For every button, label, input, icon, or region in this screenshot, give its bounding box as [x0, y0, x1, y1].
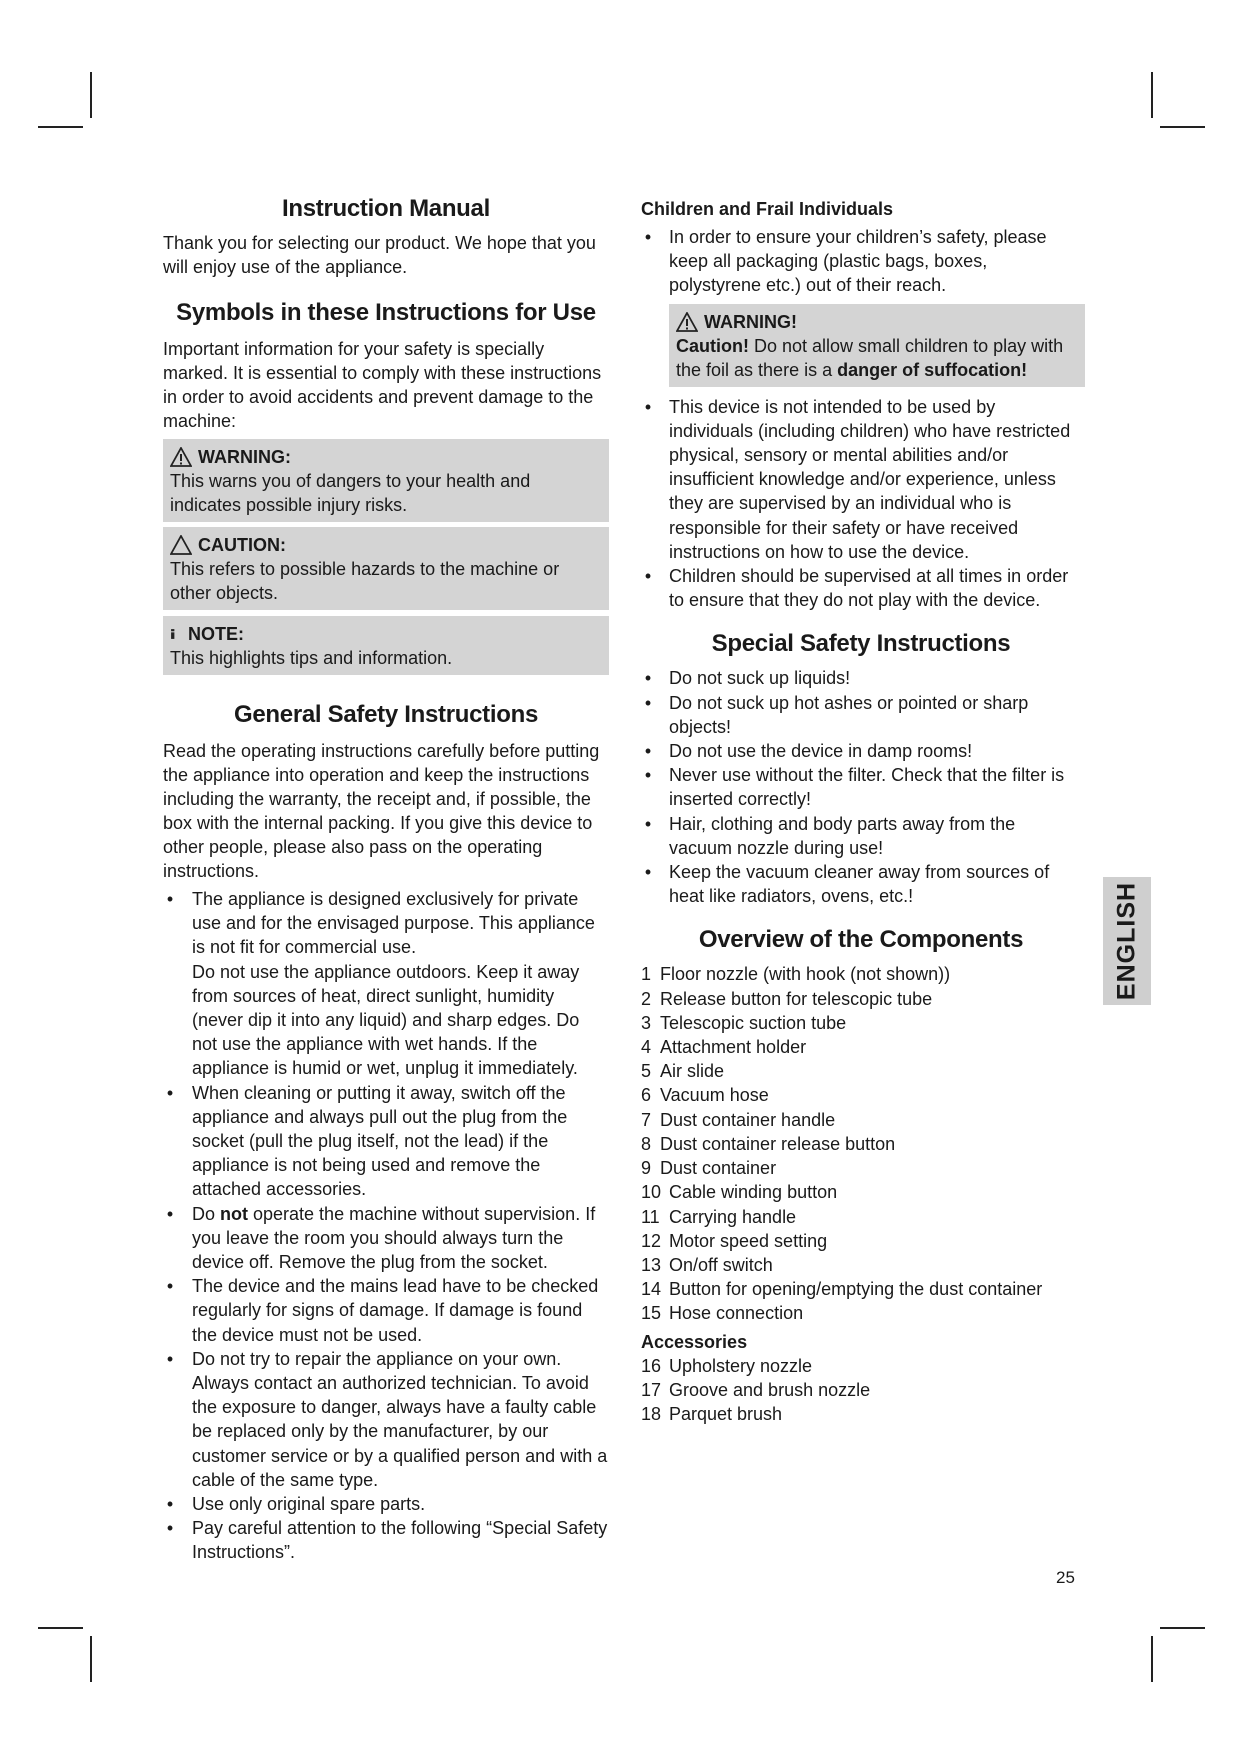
symbols-intro: Important information for your safety is specially marked. It is essential to comply with these instructions in order to avoid accidents and prevent damage to the machine:: [163, 339, 602, 431]
children-title: Children and Frail Individuals: [641, 199, 894, 219]
list-item: 16 Upholstery nozzle: [641, 1355, 813, 1376]
suffocation-warning-box: [669, 304, 1085, 387]
crop-mark: [90, 72, 92, 118]
special-bullets: [641, 666, 1081, 908]
list-item: • Use only original spare parts.: [166, 1494, 426, 1515]
crop-mark: [1160, 1627, 1205, 1629]
left-column: [163, 195, 609, 1565]
overview-title: Overview of the Components: [698, 926, 1024, 954]
general-intro: Read the operating instructions carefully before putting the appliance into operation and keep the instructions including the warranty, the receipt and, if possible, the box with the internal packing. If you give this device to other people, please also pass on the operating instructions.: [163, 741, 600, 881]
components-list: [641, 962, 1081, 1325]
list-item: • Pay careful attention to the following “Special Safety Instructions”.: [166, 1518, 608, 1563]
note-title: NOTE:: [188, 624, 244, 644]
list-item: 2 Release button for telescopic tube: [641, 988, 933, 1009]
caution-title: CAUTION:: [198, 535, 286, 555]
general-title: General Safety Instructions: [234, 701, 538, 728]
list-item: 7 Dust container handle: [641, 1109, 836, 1130]
list-item: • Do not use the device in damp rooms!: [644, 741, 973, 762]
list-item: 11 Carrying handle: [641, 1206, 797, 1227]
special-title: Special Safety Instructions: [711, 630, 1011, 658]
page-number: 25: [1056, 1568, 1075, 1587]
children-bullets: [641, 225, 1081, 298]
caution-box: [163, 527, 609, 610]
list-item: 9 Dust container: [641, 1158, 777, 1179]
list-item: 18 Parquet brush: [641, 1403, 783, 1424]
info-icon: [170, 624, 182, 644]
list-item: • The appliance is designed exclusively for private use and for the envisaged purpose. This appliance is not fit for commercial use. Do not use the appliance outdoors. Keep it away from sources of heat, direct sunlight, humidity (never dip it into any liquid) and sharp edges. Do not use the appliance with wet hands. If the appliance is humid or wet, unplug it immediately.: [166, 889, 595, 1079]
list-item: • Do not suck up hot ashes or pointed or sharp objects!: [644, 692, 1029, 737]
list-item: 14 Button for opening/emptying the dust container: [641, 1279, 1043, 1300]
manual-intro: Thank you for selecting our product. We hope that you will enjoy use of the appliance.: [163, 233, 596, 277]
crop-mark: [38, 1627, 83, 1629]
language-side-tab: [1103, 877, 1151, 1005]
list-item: • Never use without the filter. Check that the filter is inserted correctly!: [644, 765, 1065, 810]
warning-triangle-icon: [676, 312, 698, 332]
crop-mark: [38, 126, 83, 128]
warning-title: WARNING!: [704, 311, 797, 332]
list-item: 6 Vacuum hose: [641, 1085, 769, 1106]
warning-triangle-icon: [170, 447, 192, 467]
manual-title: Instruction Manual: [282, 195, 490, 222]
list-item: 3 Telescopic suction tube: [641, 1012, 847, 1033]
list-item: • Do not suck up liquids!: [644, 668, 851, 689]
list-item: • The device and the mains lead have to be checked regularly for signs of damage. If damage is found the device must not be used.: [166, 1276, 599, 1345]
crop-mark: [1160, 126, 1205, 128]
warning-text: Caution! Do not allow small children to play with the foil as there is a danger of suffocation!: [676, 335, 1064, 380]
warning-box: [163, 439, 609, 522]
list-item: 12 Motor speed setting: [641, 1230, 828, 1251]
warning-text: This warns you of dangers to your health and indicates possible injury risks.: [170, 471, 531, 515]
warning-title: WARNING:: [198, 447, 291, 467]
list-item: 8 Dust container release button: [641, 1133, 896, 1154]
note-text: This highlights tips and information.: [170, 648, 453, 668]
list-item: 17 Groove and brush nozzle: [641, 1379, 871, 1400]
list-item: • Keep the vacuum cleaner away from sources of heat like radiators, ovens, etc.!: [644, 862, 1050, 907]
crop-mark: [1151, 72, 1153, 118]
right-column: [641, 197, 1081, 1426]
crop-mark: [90, 1636, 92, 1682]
list-item: 15 Hose connection: [641, 1303, 804, 1324]
children-bullets-2: [641, 395, 1081, 613]
caution-triangle-icon: [170, 535, 192, 555]
accessories-title: Accessories: [641, 1331, 748, 1352]
caution-text: This refers to possible hazards to the machine or other objects.: [170, 559, 560, 603]
accessories-list: [641, 1354, 1081, 1427]
list-item: • In order to ensure your children’s safety, please keep all packaging (plastic bags, boxes, polystyrene etc.) out of their reach.: [644, 227, 1047, 296]
general-bullets: [163, 887, 609, 1565]
list-item: 1 Floor nozzle (with hook (not shown)): [641, 964, 951, 985]
list-item: 10 Cable winding button: [641, 1182, 838, 1203]
list-item: • Children should be supervised at all times in order to ensure that they do not play with the device.: [644, 566, 1069, 611]
language-label: ENGLISH: [1112, 881, 1141, 1001]
symbols-title: Symbols in these Instructions for Use: [176, 299, 596, 326]
list-item: • When cleaning or putting it away, switch off the appliance and always pull out the plug from the socket (pull the plug itself, not the lead) if the appliance is not being used and remove the attached accessories.: [166, 1082, 568, 1200]
note-box: [163, 616, 609, 675]
list-item: • Hair, clothing and body parts away from the vacuum nozzle during use!: [644, 813, 1016, 858]
list-item: • Do not operate the machine without supervision. If you leave the room you should always turn the device off. Remove the plug from the socket.: [166, 1203, 596, 1273]
list-item: 4 Attachment holder: [641, 1037, 807, 1058]
list-item: • This device is not intended to be used by individuals (including children) who have restricted physical, sensory or mental abilities and/or insufficient knowledge and/or experience, unless they are supervised by an individual who is responsible for their safety or have received instructions on how to use the device.: [644, 396, 1071, 562]
list-item: • Do not try to repair the appliance on your own. Always contact an authorized technician. To avoid the exposure to danger, always have a faulty cable be replaced only by the manufacturer, by our customer service or by a qualified person and with a cable of the same type.: [166, 1348, 608, 1490]
crop-mark: [1151, 1636, 1153, 1682]
list-item: 5 Air slide: [641, 1061, 725, 1082]
list-item: 13 On/off switch: [641, 1254, 773, 1275]
